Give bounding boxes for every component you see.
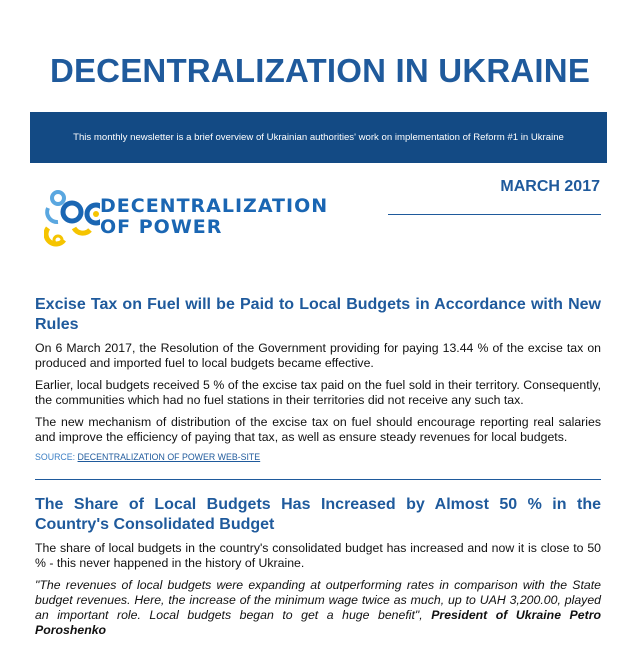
banner-text: This monthly newsletter is a brief overview of Ukrainian authorities' work on implementation of Reform #1 in Ukraine (73, 132, 564, 143)
logo-line-1: DECENTRALIZATION (100, 195, 329, 217)
newsletter-banner (30, 112, 607, 163)
article-paragraph: On 6 March 2017, the Resolution of the Government providing for paying 13.44 % of the excise tax on produced and imported fuel to local budgets became effective. (35, 341, 601, 370)
source-link[interactable]: DECENTRALIZATION OF POWER WEB-SITE (77, 452, 261, 462)
article-headline: Excise Tax on Fuel will be Paid to Local Budgets in Accordance with New Rules (35, 296, 601, 333)
source-label: SOURCE: (35, 452, 76, 462)
decentralization-logo (44, 188, 344, 258)
quote-author: President of Ukraine Petro Poroshenko (35, 608, 601, 637)
logo-circles-icon (44, 188, 100, 254)
article-quote (35, 578, 601, 638)
newsletter-title: DECENTRALIZATION IN UKRAINE (49, 52, 591, 89)
article-paragraph: The new mechanism of distribution of the excise tax on fuel should encourage reporting real salaries and improve the efficiency of paying that tax, as well as ensure steady revenues for local budgets. (35, 415, 601, 444)
article-headline: The Share of Local Budgets Has Increased by Almost 50 % in the Country's Consolidated Budget (35, 496, 601, 533)
quote-text: "The revenues of local budgets were expanding at outperforming rates in comparison with the State budget revenues. Here, the increase of the minimum wage twice as much, up to UAH 3,200.00, played an important role. Local budgets began to get a huge benefit", (35, 578, 601, 622)
issue-date-underline (388, 214, 601, 215)
logo-line-2: OF POWER (100, 216, 223, 238)
logo-text (100, 196, 328, 238)
issue-date: MARCH 2017 (500, 178, 600, 195)
article-excise-tax (35, 295, 601, 462)
article-source (35, 452, 601, 462)
article-paragraph: The share of local budgets in the country's consolidated budget has increased and now it is close to 50 % - this never happened in the history of Ukraine. (35, 541, 601, 570)
article-local-budgets (35, 495, 601, 645)
article-paragraph: Earlier, local budgets received 5 % of the excise tax paid on the fuel sold in their territory. Consequently, the communities which had no fuel stations in their territories did not receive any such tax. (35, 378, 601, 407)
article-divider (35, 479, 601, 480)
